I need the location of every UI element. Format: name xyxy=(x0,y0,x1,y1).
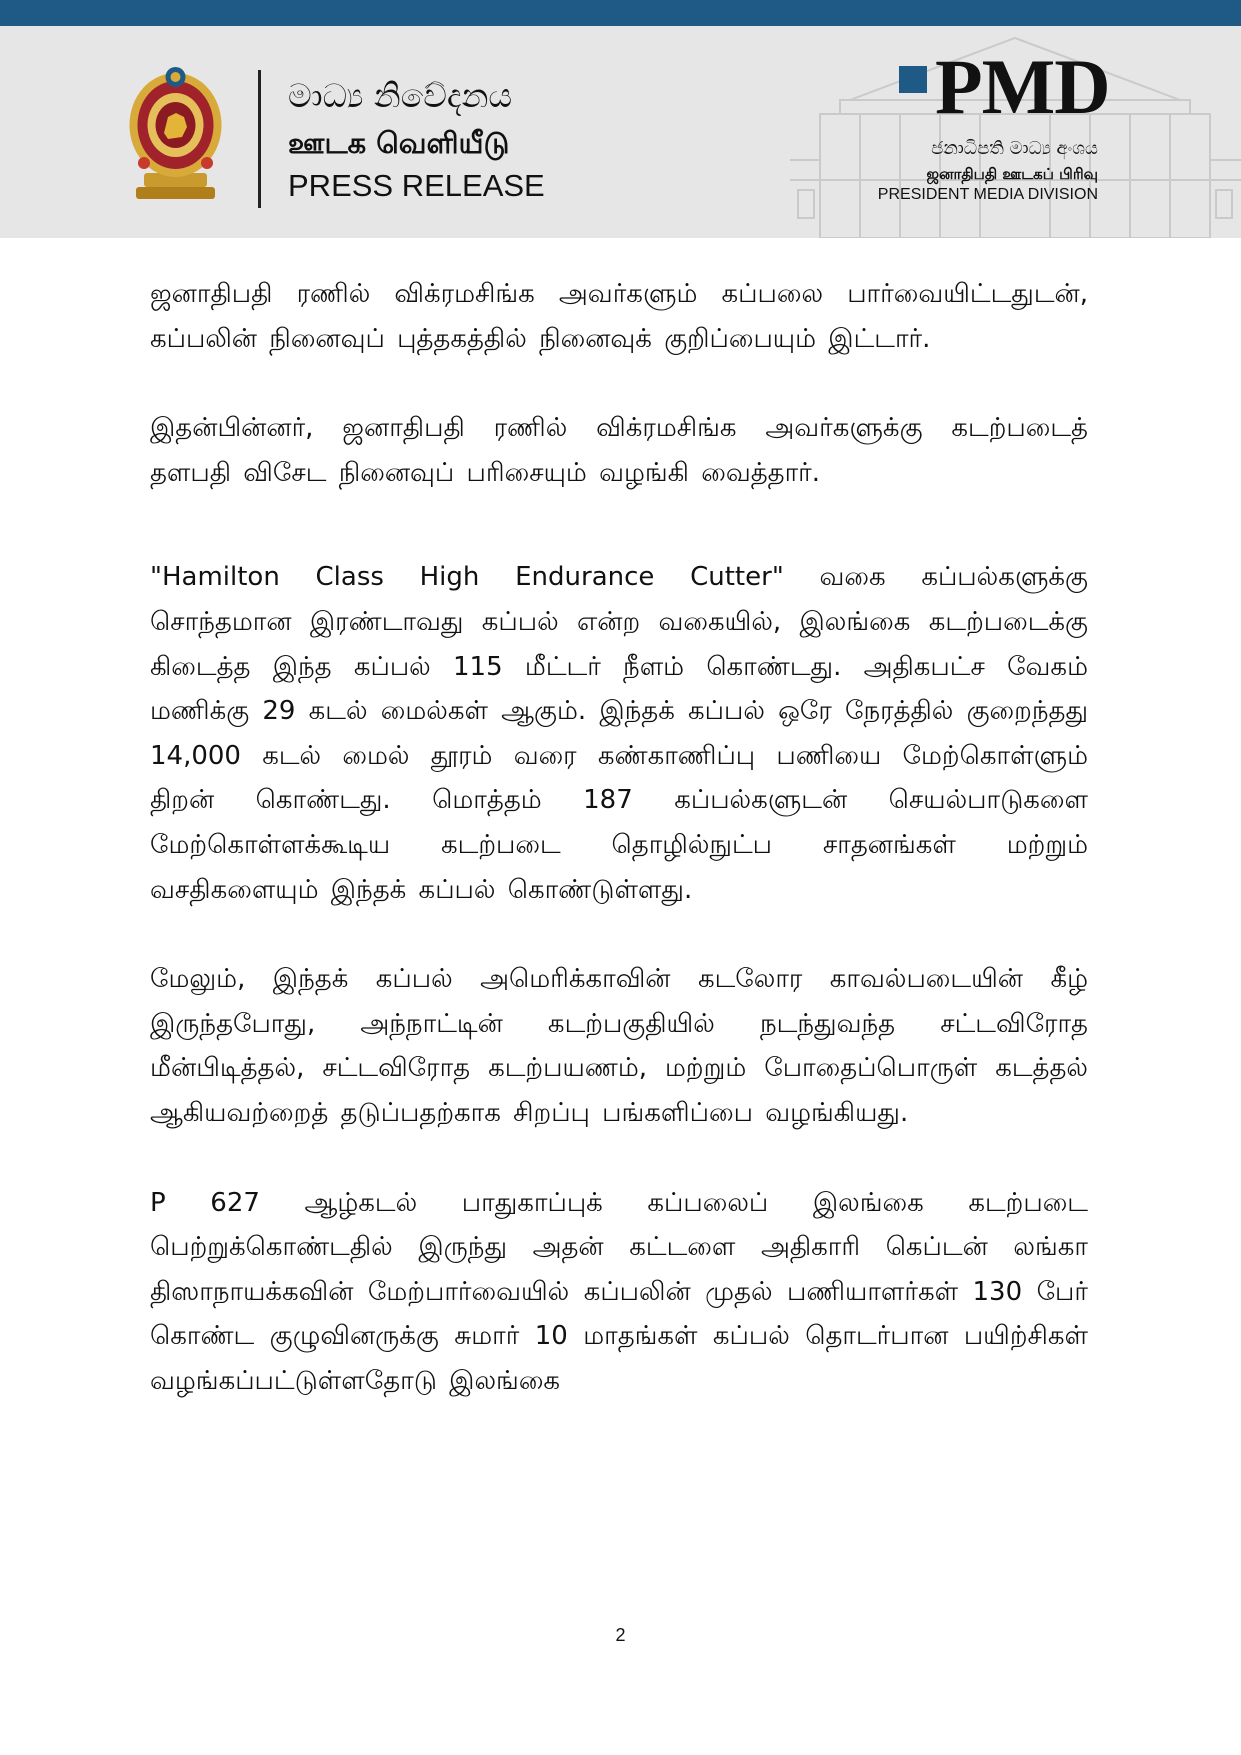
pmd-logo-square-icon xyxy=(899,66,927,93)
header-divider xyxy=(258,70,261,208)
pmd-logo: PMD xyxy=(935,43,1110,130)
paragraph: P 627 ஆழ்கடல் பாதுகாப்புக் கப்பலைப் இலங்கை கடற்படை பெற்றுக்கொண்டதில் இருந்து அதன் கட்டளை அதிகாரி கெப்டன் லங்கா திஸாநாயக்கவின் மேற்பார்வையில் கப்பலின் முதல் பணியாளர்கள் 130 பேர் கொண்ட குழுவினருக்கு சுமார் 10 மாதங்கள் கப்பல் தொடர்பான பயிற்சிகள் வழங்கப்பட்டுள்ளதோடு இலங்கை xyxy=(150,1187,1088,1396)
paragraph: இதன்பின்னர், ஜனாதிபதி ரணில் விக்ரமசிங்க அவர்களுக்கு கடற்படைத் தளபதி விசேட நினைவுப் பரிசையும் வழங்கி வைத்தார். xyxy=(150,413,1088,488)
article-body xyxy=(150,272,1088,1403)
sri-lanka-emblem-icon xyxy=(128,63,223,203)
paragraph: ஜனாதிபதி ரணில் விக்ரமசிங்க அவர்களும் கப்பலை பார்வையிட்டதுடன், கப்பலின் நினைவுப் புத்தகத்தில் நினைவுக் குறிப்பையும் இட்டார். xyxy=(150,279,1088,354)
press-release-header xyxy=(0,26,1241,238)
top-accent-bar xyxy=(0,0,1241,26)
division-tamil: ஜனாதிபதி ஊடகப் பிரிவு xyxy=(926,165,1098,183)
title-english: PRESS RELEASE xyxy=(288,168,545,203)
paragraph: மேலும், இந்தக் கப்பல் அமெரிக்காவின் கடலோர காவல்படையின் கீழ் இருந்தபோது, அந்நாட்டின் கடற்பகுதியில் நடந்துவந்த சட்டவிரோத மீன்பிடித்தல், சட்டவிரோத கடற்பயணம், மற்றும் போதைப்பொருள் கடத்தல் ஆகியவற்றைத் தடுப்பதற்காக சிறப்பு பங்களிப்பை வழங்கியது. xyxy=(150,964,1088,1128)
title-sinhala: මාධ්‍ය නිවේදනය xyxy=(288,76,513,115)
title-tamil: ஊடக வெளியீடு xyxy=(288,126,510,160)
division-english: PRESIDENT MEDIA DIVISION xyxy=(877,186,1098,203)
page-number: 2 xyxy=(615,1625,626,1645)
paragraph: "Hamilton Class High Endurance Cutter" வகை கப்பல்களுக்கு சொந்தமான இரண்டாவது கப்பல் என்ற வகையில், இலங்கை கடற்படைக்கு கிடைத்த இந்த கப்பல் 115 மீட்டர் நீளம் கொண்டது. அதிகபட்ச வேகம் மணிக்கு 29 கடல் மைல்கள் ஆகும். இந்தக் கப்பல் ஒரே நேரத்தில் குறைந்தது 14,000 கடல் மைல் தூரம் வரை கண்காணிப்பு பணியை மேற்கொள்ளும் திறன் கொண்டது. மொத்தம் 187 கப்பல்களுடன் செயல்பாடுகளை மேற்கொள்ளக்கூடிய கடற்படை தொழில்நுட்ப சாதனங்கள் மற்றும் வசதிகளையும் இந்தக் கப்பல் கொண்டுள்ளது. xyxy=(150,562,1088,905)
division-sinhala: ජනාධිපති මාධ්‍ය අංශය xyxy=(931,138,1098,159)
